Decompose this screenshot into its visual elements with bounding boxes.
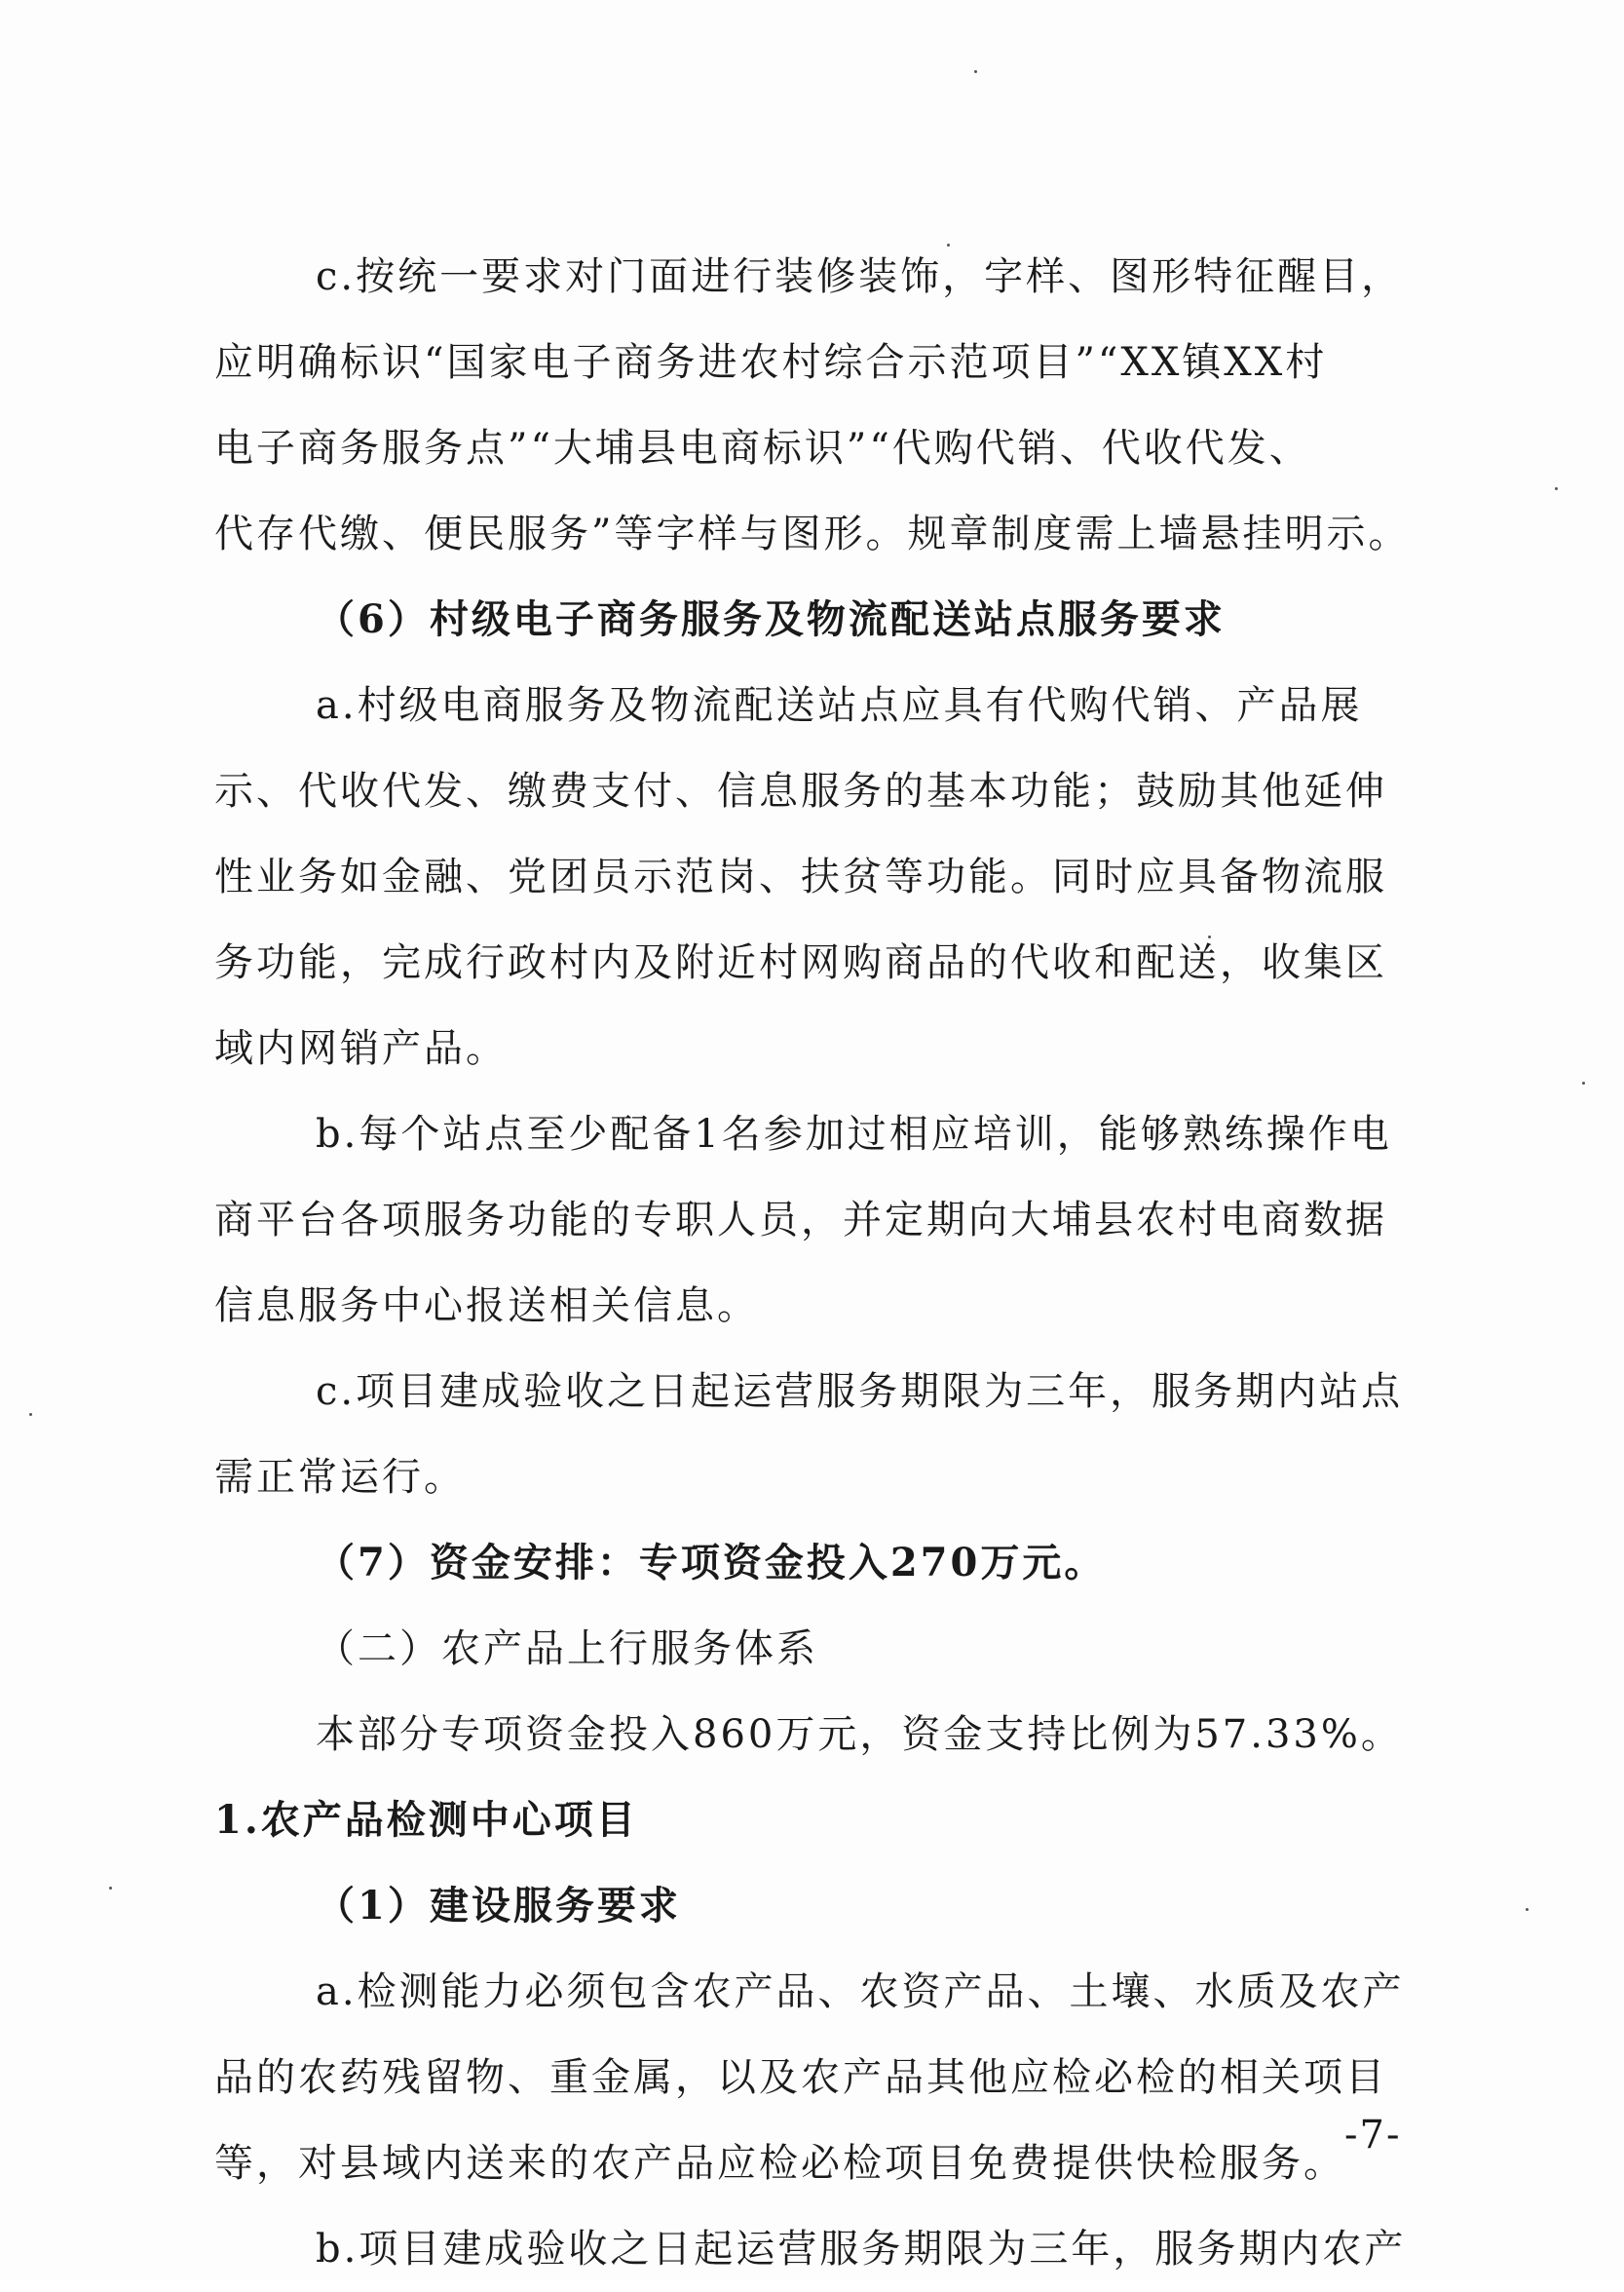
paragraph-line: c.按统一要求对门面进行装修装饰，字样、图形特征醒目， xyxy=(316,254,1404,299)
paragraph-line: 代存代缴、便民服务”等字样与图形。规章制度需上墙悬挂明示。 xyxy=(214,512,1411,556)
page-number: -7- xyxy=(1344,2113,1402,2158)
scan-speck xyxy=(974,70,977,73)
section-heading-line: 1.农产品检测中心项目 xyxy=(214,1797,638,1843)
paragraph-line: 需正常运行。 xyxy=(214,1455,466,1500)
paragraph-line: 应明确标识“国家电子商务进农村综合示范项目”“XX镇XX村 xyxy=(214,340,1328,385)
paragraph-line: 性业务如金融、党团员示范岗、扶贫等功能。同时应具备物流服 xyxy=(214,855,1387,899)
paragraph-line: a.村级电商服务及物流配送站点应具有代购代销、产品展 xyxy=(316,683,1363,728)
paragraph-line: 商平台各项服务功能的专职人员，并定期向大埔县农村电商数据 xyxy=(214,1198,1387,1242)
paragraph-line: 品的农药残留物、重金属，以及农产品其他应检必检的相关项目 xyxy=(214,2055,1387,2100)
paragraph-line: （二）农产品上行服务体系 xyxy=(316,1626,818,1671)
scan-speck xyxy=(1526,1908,1529,1911)
paragraph-line: a.检测能力必须包含农产品、农资产品、土壤、水质及农产 xyxy=(316,1969,1405,2014)
paragraph-line: 示、代收代发、缴费支付、信息服务的基本功能；鼓励其他延伸 xyxy=(214,769,1387,814)
paragraph-line: b.项目建成验收之日起运营服务期限为三年，服务期内农产 xyxy=(316,2227,1407,2272)
scan-speck xyxy=(1555,487,1558,490)
paragraph-line: 本部分专项资金投入860万元，资金支持比例为57.33%。 xyxy=(316,1712,1403,1757)
paragraph-line: 域内网销产品。 xyxy=(214,1026,508,1071)
paragraph-line: 电子商务服务点”“大埔县电商标识”“代购代销、代收代发、 xyxy=(214,426,1311,471)
section-heading-line: （6）村级电子商务服务及物流配送站点服务要求 xyxy=(316,596,1226,642)
document-body xyxy=(214,234,1432,2292)
paragraph-line: 务功能，完成行政村内及附近村网购商品的代收和配送，收集区 xyxy=(214,940,1387,985)
scan-speck xyxy=(29,1413,32,1416)
scan-speck xyxy=(1582,1082,1585,1085)
paragraph-line: 等，对县域内送来的农产品应检必检项目免费提供快检服务。 xyxy=(214,2141,1345,2186)
scan-speck xyxy=(947,244,950,247)
section-heading-line: （1）建设服务要求 xyxy=(316,1883,681,1929)
section-heading-line: （7）资金安排：专项资金投入270万元。 xyxy=(316,1540,1107,1585)
paragraph-line: 信息服务中心报送相关信息。 xyxy=(214,1283,759,1328)
paragraph-line: b.每个站点至少配备1名参加过相应培训，能够熟练操作电 xyxy=(316,1112,1392,1157)
paragraph-line: c.项目建成验收之日起运营服务期限为三年，服务期内站点 xyxy=(316,1369,1404,1414)
scan-speck xyxy=(1208,936,1211,938)
scan-speck xyxy=(109,1887,112,1890)
